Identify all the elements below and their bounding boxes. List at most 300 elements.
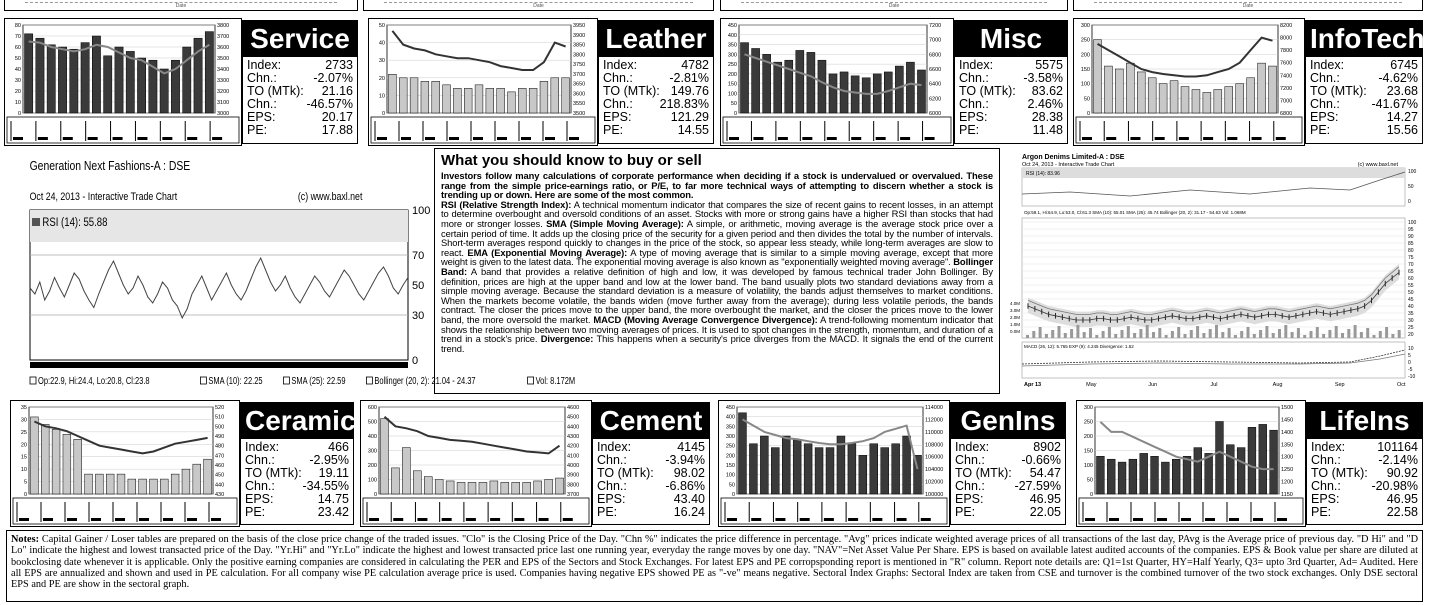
- term-bollinger: Bollinger Band:: [441, 256, 993, 277]
- right-tick-label: 7000: [1280, 98, 1293, 105]
- stat-chn: -3.58%: [1023, 71, 1063, 85]
- strip-bar: [88, 137, 98, 140]
- chart-title: Generation Next Fashions-A : DSE: [29, 158, 191, 174]
- bar: [815, 448, 823, 494]
- bar: [774, 62, 782, 113]
- left-tick-label: 300: [725, 434, 735, 440]
- stat-label: PE:: [245, 505, 266, 519]
- price-legend: Op:59.1, Hi:64.9, Lo:53.0, Cl:61.3 SMA (10): 55.01 SMA (25): 45.74 Bollinger (20, 2): 31.17 - 54.63 Vol: 1.068M: [1024, 210, 1246, 215]
- right-tick-label: 3600: [217, 45, 230, 51]
- left-tick-label: 20: [378, 75, 385, 82]
- volume-bar: [1373, 335, 1376, 338]
- volume-bar: [1039, 327, 1042, 338]
- bar: [92, 36, 100, 113]
- stat-eps: 46.95: [1386, 492, 1418, 506]
- strip-bar: [91, 518, 101, 521]
- bar: [1181, 87, 1189, 113]
- strip-bar: [369, 518, 379, 521]
- stat-label: Chn.:: [245, 453, 275, 467]
- strip-bar: [921, 518, 931, 521]
- strip-bar: [139, 518, 149, 521]
- right-tick-label: 3800: [217, 23, 230, 29]
- bar: [58, 47, 66, 113]
- right-tick-label: 104000: [925, 467, 944, 474]
- stat-to-chn: -34.55%: [302, 479, 349, 493]
- sector-stats: [593, 439, 709, 521]
- volume-axis-label: 1.0M: [1010, 322, 1021, 327]
- stat-index: 5575: [1035, 58, 1063, 72]
- bar: [446, 481, 454, 494]
- month-label: May: [1086, 382, 1097, 388]
- bar: [826, 448, 834, 494]
- right-tick-label: 500: [215, 424, 225, 431]
- bar: [1270, 430, 1278, 494]
- top-strip-chart: Date: [720, 0, 1068, 11]
- strip-bar: [212, 137, 222, 140]
- notes-label: Notes:: [11, 534, 40, 545]
- sector-chart: [1076, 400, 1306, 527]
- stat-label: PE:: [247, 123, 268, 137]
- left-tick-label: 35: [20, 405, 27, 411]
- left-tick-label: 150: [725, 463, 735, 469]
- left-tick-label: 10: [20, 467, 27, 474]
- sector-info: [242, 20, 358, 144]
- stat-pe: 16.24: [673, 505, 705, 519]
- sector-chart-svg: [369, 19, 597, 145]
- volume-bar: [1360, 332, 1363, 338]
- left-tick-label: 600: [367, 405, 377, 411]
- strip-bar: [569, 137, 579, 140]
- strip-bar: [1130, 137, 1140, 140]
- right-tick-label: 3500: [573, 111, 586, 117]
- right-tick-label: 460: [215, 463, 225, 469]
- bar: [115, 47, 123, 113]
- stat-label: Index:: [955, 440, 990, 454]
- volume-bar: [1316, 327, 1319, 338]
- bar: [160, 479, 168, 494]
- stat-label: PE:: [1310, 123, 1331, 137]
- sector-chart-svg: [1077, 401, 1305, 526]
- right-tick-label: 8000: [1280, 35, 1293, 42]
- sector-stats: [1306, 57, 1422, 139]
- bar: [205, 32, 213, 113]
- bar: [52, 429, 60, 494]
- left-tick-label: 200: [1080, 52, 1090, 59]
- stat-label: Chn.:: [603, 97, 633, 111]
- right-tick-label: 4500: [567, 414, 580, 421]
- left-tick-label: 100: [1080, 81, 1090, 88]
- bar: [1203, 92, 1211, 113]
- bar: [1269, 66, 1277, 113]
- left-tick-label: 0: [1086, 111, 1090, 117]
- stat-pe: 17.88: [321, 123, 353, 137]
- rsi-axis-label: 50: [1408, 184, 1414, 190]
- bar: [410, 78, 418, 113]
- bar: [464, 88, 472, 113]
- macd-axis-label: -5: [1408, 367, 1413, 373]
- strip-bar: [1085, 518, 1095, 521]
- sector-chart-svg: [721, 19, 953, 145]
- left-tick-label: 400: [367, 434, 377, 440]
- strip-bar: [563, 518, 573, 521]
- strip-bar: [1205, 518, 1215, 521]
- stat-label: PE:: [959, 123, 980, 137]
- price-axis-label: 20: [1408, 332, 1414, 338]
- left-tick-label: 300: [1080, 23, 1090, 29]
- left-tick-label: 30: [378, 58, 385, 65]
- bar: [171, 474, 179, 494]
- volume-bar: [1089, 328, 1092, 338]
- strip-bar: [211, 518, 221, 521]
- right-tick-label: 7200: [929, 23, 942, 29]
- strip-bar: [900, 137, 910, 140]
- chart-site: (c) www.baxl.net: [297, 191, 363, 204]
- bar: [1205, 453, 1213, 494]
- bar: [829, 74, 837, 113]
- volume-bar: [1221, 332, 1224, 338]
- left-tick-label: 300: [367, 448, 377, 455]
- stat-label: TO (MTk):: [955, 466, 1012, 480]
- left-tick-label: 50: [1083, 96, 1090, 103]
- stat-label: TO (MTk):: [597, 466, 654, 480]
- price-axis-label: 65: [1408, 269, 1414, 275]
- volume-bar: [1228, 328, 1231, 338]
- strip-bar: [729, 137, 739, 140]
- strip-bar: [514, 518, 524, 521]
- bar: [1236, 84, 1244, 113]
- strip-bar: [1181, 518, 1191, 521]
- sector-info: [592, 402, 710, 525]
- bar: [389, 74, 397, 113]
- strip-bar: [43, 518, 53, 521]
- strip-bar: [113, 137, 123, 140]
- volume-bar: [1303, 335, 1306, 338]
- bar: [870, 444, 878, 494]
- right-tick-label: 1150: [1281, 492, 1293, 498]
- legend-label: Op:22.9, Hi:24.4, Lo:20.8, Cl:23.8: [38, 374, 150, 387]
- volume-bar: [1152, 332, 1155, 338]
- sector-chart: [1073, 18, 1305, 146]
- left-tick-label: 50: [730, 101, 737, 108]
- stat-pe: 22.05: [1029, 505, 1061, 519]
- right-trade-chart: [1010, 150, 1422, 390]
- stat-label: TO (MTk):: [245, 466, 302, 480]
- volume-bar: [1045, 334, 1048, 338]
- strip-bar: [1157, 518, 1167, 521]
- strip-bar: [925, 137, 935, 140]
- stat-label: PE:: [597, 505, 618, 519]
- sector-stats: [955, 57, 1067, 139]
- volume-bar: [1064, 333, 1067, 338]
- bar: [497, 88, 505, 113]
- left-tick-label: 20: [14, 89, 21, 95]
- volume-bar: [1177, 327, 1180, 338]
- right-tick-label: 3100: [217, 100, 230, 106]
- right-tick-label: 1300: [1281, 454, 1294, 461]
- macd-axis-label: 0: [1408, 360, 1411, 366]
- stat-chn: -2.95%: [309, 453, 349, 467]
- stat-eps: 14.75: [317, 492, 349, 506]
- bar: [490, 481, 498, 494]
- volume-bar: [1240, 331, 1243, 338]
- strip-bar: [1133, 518, 1143, 521]
- sector-info: [1306, 402, 1423, 525]
- sector-stats: [951, 439, 1065, 521]
- stat-chn: -2.81%: [669, 71, 709, 85]
- stat-label: PE:: [1311, 505, 1332, 519]
- text-divergence: This happens when a security's price diverges from the MACD. It signals the end of the current trend.: [441, 333, 993, 354]
- volume-bar: [1247, 327, 1250, 338]
- bar: [204, 459, 212, 494]
- strip-bar: [425, 137, 435, 140]
- left-tick-label: 10: [14, 100, 21, 106]
- strip-bar: [824, 518, 834, 521]
- bar: [1225, 87, 1233, 113]
- right-tick-label: 3700: [573, 71, 586, 78]
- sector-chart: [720, 18, 954, 146]
- article-heading: What you should know to buy or sell: [441, 152, 702, 169]
- bar: [443, 85, 451, 113]
- bar: [881, 448, 889, 494]
- left-tick-label: 0: [17, 111, 21, 117]
- volume-bar: [1385, 327, 1388, 338]
- strip-bar: [13, 137, 23, 140]
- strip-bar: [1082, 137, 1092, 140]
- left-tick-label: 30: [20, 417, 27, 424]
- sector-title: Ceramic: [241, 403, 353, 439]
- bar: [435, 480, 443, 495]
- right-tick-label: 7600: [1280, 60, 1293, 67]
- sector-stats: [243, 57, 357, 139]
- stat-to-chn: 218.83%: [659, 97, 709, 111]
- bar: [1170, 81, 1178, 113]
- bar: [137, 58, 145, 113]
- volume-bar: [1133, 333, 1136, 338]
- right-tick-label: 1250: [1281, 467, 1294, 474]
- bar: [1129, 459, 1137, 494]
- right-tick-label: 3300: [217, 78, 230, 84]
- right-tick-label: 6600: [929, 67, 942, 73]
- bar: [551, 78, 559, 113]
- stat-label: Index:: [245, 440, 280, 454]
- legend-swatch: [366, 377, 372, 384]
- right-tick-label: 3600: [573, 91, 586, 98]
- volume-bar: [1171, 331, 1174, 338]
- right-tick-label: 106000: [925, 454, 944, 461]
- volume-bar: [1026, 335, 1029, 338]
- sector-panel-ceramic: [10, 400, 354, 527]
- left-tick-label: 25: [20, 429, 27, 436]
- bar: [807, 52, 815, 113]
- left-tick-label: 50: [378, 23, 385, 29]
- right-tick-label: 7800: [1280, 48, 1293, 55]
- stat-label: Index:: [247, 58, 282, 72]
- stat-label: EPS:: [247, 110, 276, 124]
- volume-bar: [1165, 335, 1168, 338]
- right-tick-label: 7400: [1280, 73, 1293, 80]
- bar: [741, 43, 749, 113]
- sector-chart-svg: [5, 19, 241, 145]
- right-tick-label: 3750: [573, 62, 586, 69]
- stat-chn: -3.94%: [665, 453, 705, 467]
- bar: [796, 50, 804, 113]
- chart-subtitle: Oct 24, 2013 - Interactive Trade Chart: [29, 191, 178, 204]
- volume-bar: [1328, 330, 1331, 338]
- stat-label: Chn.:: [1311, 453, 1341, 467]
- price-axis-label: 100: [1408, 220, 1417, 226]
- volume-bar: [1278, 329, 1281, 338]
- legend-swatch: [200, 377, 206, 384]
- stat-chn: -0.66%: [1021, 453, 1061, 467]
- month-label: Apr 13: [1024, 382, 1042, 388]
- rsi-axis-label: 70: [412, 250, 425, 262]
- bar: [160, 69, 168, 113]
- left-tick-label: 100: [367, 477, 377, 484]
- sector-chart: [360, 400, 592, 527]
- bar: [760, 436, 768, 494]
- stat-label: Chn.:: [959, 71, 989, 85]
- sector-panel-infotech: [1073, 18, 1423, 146]
- bar: [106, 474, 114, 494]
- bar: [1183, 456, 1191, 494]
- right-tick-label: 3950: [573, 23, 586, 29]
- volume-bar: [1114, 334, 1117, 338]
- right-tick-label: 108000: [925, 442, 944, 449]
- volume-axis-label: 4.0M: [1010, 301, 1021, 306]
- term-divergence: Divergence:: [540, 333, 594, 345]
- legend-label: Bollinger (20, 2): 21.04 - 24.37: [374, 374, 476, 387]
- bar: [1118, 462, 1126, 494]
- stat-label: EPS:: [597, 492, 626, 506]
- stat-label: EPS:: [955, 492, 984, 506]
- right-tick-label: 6800: [929, 52, 942, 59]
- bar: [1216, 422, 1224, 495]
- bar: [739, 413, 747, 494]
- bar: [1247, 78, 1255, 113]
- strip-bar: [401, 137, 411, 140]
- bar: [150, 479, 158, 494]
- bar: [859, 455, 867, 494]
- volume-bar: [1202, 333, 1205, 338]
- article-body: [441, 171, 993, 353]
- right-tick-label: 520: [215, 405, 225, 411]
- bar: [475, 85, 483, 113]
- stat-label: Index:: [1310, 58, 1345, 72]
- left-tick-label: 70: [14, 34, 21, 40]
- stat-index: 4145: [677, 440, 705, 454]
- rsi-axis-label: 0: [1408, 199, 1411, 205]
- strip-bar: [490, 518, 500, 521]
- bar: [74, 439, 82, 494]
- stat-label: Chn.:: [1310, 97, 1340, 111]
- price-axis-label: 95: [1408, 227, 1414, 233]
- bar: [457, 482, 465, 494]
- chart-site: (c) www.baxl.net: [1357, 162, 1398, 168]
- price-axis-label: 85: [1408, 241, 1414, 247]
- right-tick-label: 4600: [567, 405, 580, 411]
- bar: [518, 88, 526, 113]
- sector-info: [950, 402, 1066, 525]
- volume-bar: [1234, 335, 1237, 338]
- bar: [193, 464, 201, 494]
- rsi-axis-label: 0: [412, 355, 419, 367]
- right-tick-label: 3900: [573, 32, 586, 39]
- bar: [413, 471, 421, 494]
- bar: [468, 482, 476, 494]
- strip-bar: [187, 137, 197, 140]
- strip-bar: [473, 137, 483, 140]
- left-tick-label: 0: [373, 492, 377, 498]
- right-tick-label: 4000: [567, 463, 580, 469]
- bar: [804, 444, 812, 494]
- stat-index: 101164: [1377, 440, 1418, 454]
- volume-bar: [1354, 325, 1357, 338]
- sector-title: Misc: [955, 21, 1067, 57]
- sector-info: [1305, 20, 1423, 144]
- bar: [128, 479, 136, 494]
- bar: [848, 444, 856, 494]
- stat-pe: 23.42: [317, 505, 349, 519]
- price-axis-label: 90: [1408, 234, 1414, 240]
- right-tick-label: 1200: [1281, 479, 1294, 486]
- right-tick-label: 3800: [573, 52, 586, 59]
- notes-text: Capital Gainer / Loser tables are prepared on the basis of the close price change of the traded issues. "Clo" is the Closing Price of the Day. "Chn %" indicates the price difference in percentage. "Avg" prices indicate weighted average prices of all transactions of the last day, PAvg is the Average price of previous day. "D Hi" and "D Lo" indicate the highest and lowest transacted price of the Day. "Yr.Hi" and "Yr.Lo" indicate the highest and lowest transacted price last one running year, everyday the range moves by one day. "NAV"=Net Asset Value Per Share. EPS is based on available latest audited accounts of the companies. EPS & Book value per share are diluted at bookclosing date whenever it is applicable. Only the positive earning companies are considered in calculating the PER and EPS of the Sectors and Stock Exchanges. For latest EPS and PE corropsponding report is mentioned in "R" column. Report note details are: Q1=1st Quarter, HY=Half Yearly, Q3= upto 3rd Quarter, Ad= Audited. Here all EPS are annualized and shown and used in PE calculation. For all company wise PE calculation average price is used. Companies having negative EPS showed PE as "-ve" means negative. Sectoral Index Graphs: Sectoral Index are taken from CSE and turnover is the combined turnover of the two stock exchanges. Only DSE sectoral EPS and PE are show in the sectoral graph.: [11, 534, 1418, 591]
- strip-bar: [778, 137, 788, 140]
- stat-label: Chn.:: [955, 453, 985, 467]
- volume-bar: [1284, 325, 1287, 338]
- volume-bar: [1102, 331, 1105, 338]
- left-tick-label: 0: [381, 111, 385, 117]
- strip-bar: [115, 518, 125, 521]
- left-tick-label: 80: [14, 23, 21, 29]
- right-tick-label: 3900: [567, 472, 580, 479]
- bar: [1115, 69, 1123, 113]
- sector-chart-svg: [11, 401, 239, 526]
- right-tick-label: 102000: [925, 479, 944, 486]
- left-tick-label: 0: [733, 111, 737, 117]
- right-tick-label: 6000: [929, 111, 942, 117]
- strip-bar: [775, 518, 785, 521]
- bar: [81, 43, 89, 113]
- price-axis-label: 80: [1408, 248, 1414, 254]
- bar: [1137, 72, 1145, 113]
- top-strip-chart: Date: [4, 0, 358, 11]
- right-tick-label: 490: [215, 434, 225, 440]
- bar: [432, 81, 440, 113]
- volume-bar: [1322, 334, 1325, 338]
- right-tick-label: 4200: [567, 443, 580, 450]
- bar: [1172, 459, 1180, 494]
- volume-bar: [1310, 331, 1313, 338]
- term-sma: SMA (Simple Moving Average):: [546, 217, 684, 229]
- strip-bar: [38, 137, 48, 140]
- right-tick-label: 3500: [217, 56, 230, 62]
- right-tick-label: 1400: [1281, 429, 1294, 436]
- right-tick-label: 110000: [925, 429, 943, 436]
- stat-label: TO (MTk):: [1311, 466, 1368, 480]
- left-tick-label: 100: [727, 91, 737, 98]
- bar: [1248, 427, 1256, 494]
- bar: [1237, 448, 1245, 494]
- left-tick-label: 100: [725, 472, 735, 479]
- left-tick-label: 50: [14, 56, 21, 62]
- volume-bar: [1272, 333, 1275, 338]
- strip-bar: [1203, 137, 1213, 140]
- bar: [85, 474, 93, 494]
- stat-label: Index:: [1311, 440, 1346, 454]
- sector-panel-genins: [718, 400, 1066, 527]
- price-axis-label: 70: [1408, 262, 1414, 268]
